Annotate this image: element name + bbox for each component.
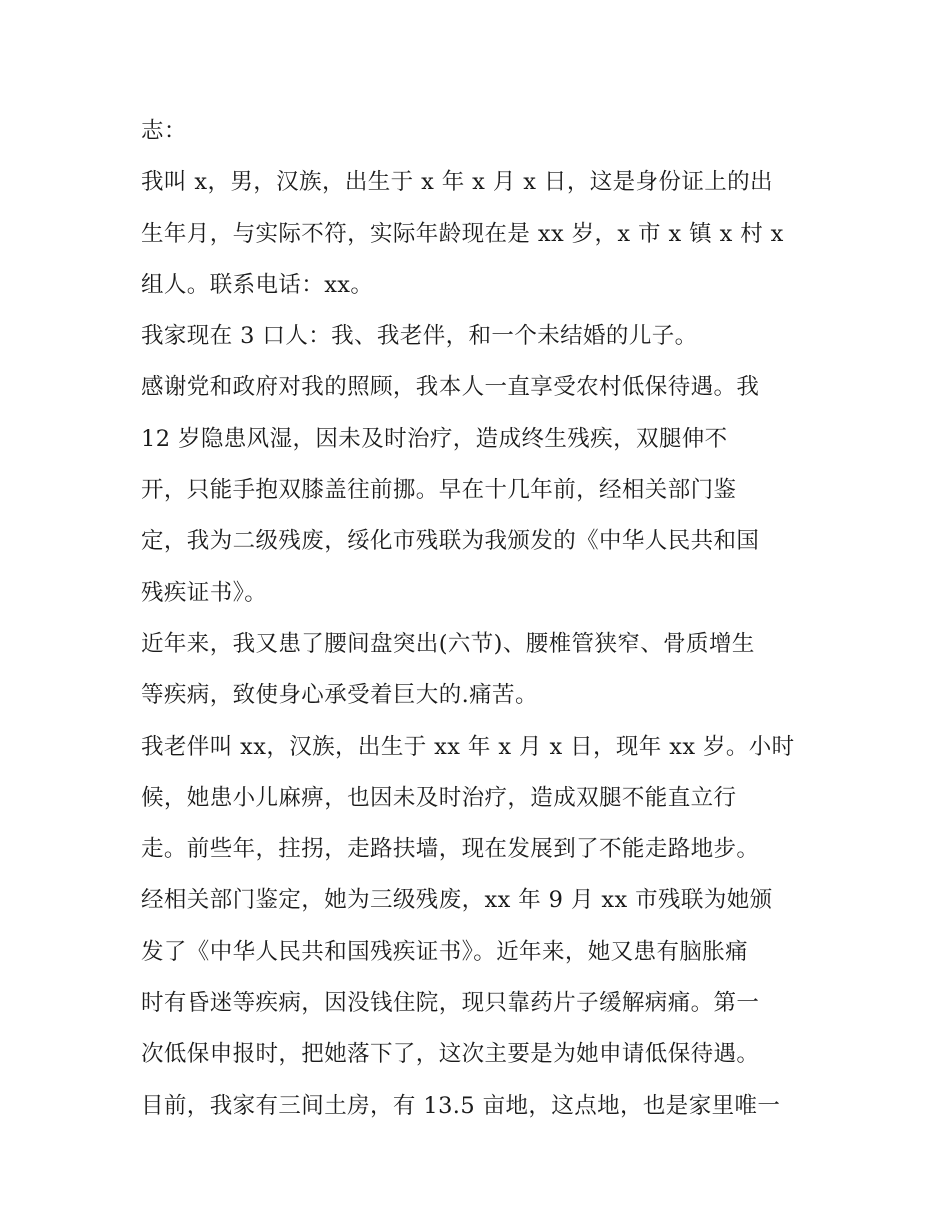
text-line: 12 岁隐患风湿，因未及时治疗，造成终生残疾，双腿伸不 — [141, 425, 728, 452]
text-line: 组人。联系电话：xx。 — [141, 271, 374, 298]
text-line: 走。前些年，拄拐，走路扶墙，现在发展到了不能走路地步。 — [141, 836, 760, 863]
text-line: 目前，我家有三间土房，有 13.5 亩地，这点地，也是家里唯一 — [141, 1092, 781, 1119]
text-line: 定，我为二级残废，绥化市残联为我颁发的《中华人民共和国 — [141, 528, 760, 555]
text-line: 我叫 x，男，汉族，出生于 x 年 x 月 x 日，这是身份证上的出 — [141, 169, 773, 196]
text-line: 经相关部门鉴定，她为三级残废，xx 年 9 月 xx 市残联为她颁 — [141, 887, 773, 914]
text-line: 开，只能手抱双膝盖往前挪。早在十几年前，经相关部门鉴 — [141, 477, 737, 504]
text-line: 生年月，与实际不符，实际年龄现在是 xx 岁，x 市 x 镇 x 村 x — [141, 220, 784, 247]
text-line: 我家现在 3 口人：我、我老伴，和一个未结婚的儿子。 — [141, 323, 698, 350]
text-line: 志： — [141, 118, 187, 144]
letter-body — [141, 106, 821, 1132]
text-line: 时有昏迷等疾病，因没钱住院，现只靠药片子缓解病痛。第一 — [141, 990, 760, 1017]
text-line: 我老伴叫 xx，汉族，出生于 xx 年 x 月 x 日，现年 xx 岁。小时 — [141, 733, 795, 760]
text-line: 残疾证书》。 — [141, 579, 268, 606]
text-line: 感谢党和政府对我的照顾，我本人一直享受农村低保待遇。我 — [141, 374, 760, 401]
text-line: 发了《中华人民共和国残疾证书》。近年来，她又患有脑胀痛 — [141, 938, 749, 965]
text-line: 候，她患小儿麻痹，也因未及时治疗，造成双腿不能直立行 — [141, 784, 737, 811]
text-line: 等疾病，致使身心承受着巨大的.痛苦。 — [141, 682, 538, 709]
text-line: 次低保申报时，把她落下了，这次主要是为她申请低保待遇。 — [141, 1041, 760, 1068]
text-line: 近年来，我又患了腰间盘突出(六节)、腰椎管狭窄、骨质增生 — [141, 630, 755, 657]
